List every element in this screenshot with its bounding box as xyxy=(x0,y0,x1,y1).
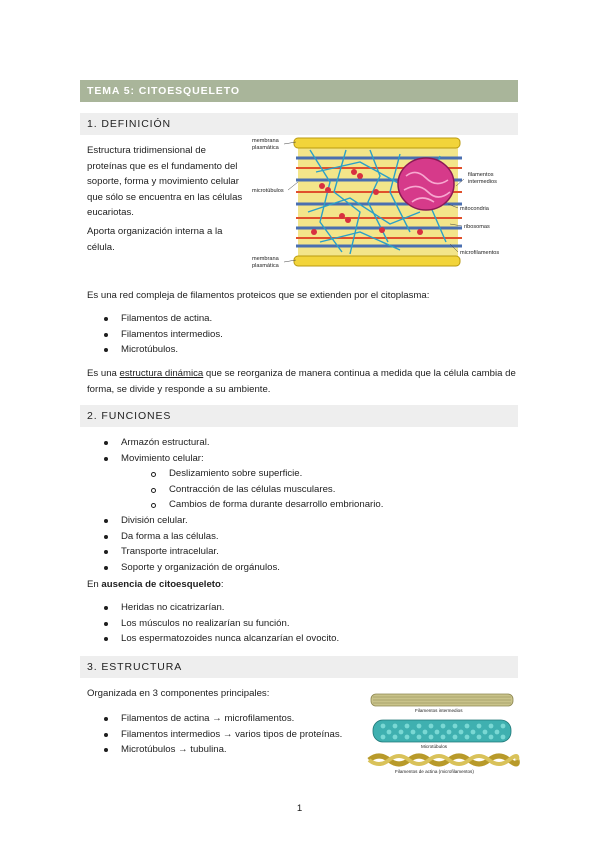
list-item: Transporte intracelular. xyxy=(87,544,517,560)
membrane-top-shape xyxy=(294,138,460,148)
membrane-bottom-shape xyxy=(294,256,460,266)
absence-list xyxy=(87,600,517,647)
section-heading-definicion: 1. DEFINICIÓN xyxy=(80,113,518,135)
dynamic-prefix: Es una xyxy=(87,368,120,379)
list-item: Filamentos intermedios. xyxy=(87,327,517,343)
label-membrana-bottom-2: plasmática xyxy=(252,263,279,269)
list-item: Los músculos no realizarían su función. xyxy=(87,616,517,632)
list-item: Los espermatozoides nunca alcanzarían el ovocito. xyxy=(87,631,517,647)
dynamic-suffix: que se reorganiza de manera continua a medida que la célula cambia de forma, se divide y responde a su ambiente. xyxy=(87,368,516,395)
network-list xyxy=(87,311,517,358)
microtubule-illustration xyxy=(373,720,511,742)
sub-list-item: Cambios de forma durante desarrollo embrionario. xyxy=(87,497,517,513)
list-item: Filamentos de actina → microfilamentos. xyxy=(87,711,357,727)
network-paragraph: Es una red compleja de filamentos proteicos que se extienden por el citoplasma: xyxy=(87,290,430,301)
absence-suffix: : xyxy=(220,579,224,590)
section-heading-funciones: 2. FUNCIONES xyxy=(80,405,518,427)
definition-paragraph: Estructura tridimensional de proteínas que es el fundamento del soporte, forma y movimiento celular que sólo se encuentra en las células eucariotas. xyxy=(87,145,243,218)
list-item: Microtúbulos → tubulina. xyxy=(87,742,357,758)
mitochondrion-shape xyxy=(398,158,454,210)
list-item: Heridas no cicatrizarían. xyxy=(87,600,517,616)
page-number: 1 xyxy=(296,803,303,814)
structure-intro: Organizada en 3 componentes principales: xyxy=(87,688,270,699)
dynamic-paragraph xyxy=(87,366,517,397)
functions-list xyxy=(87,435,517,575)
label-filamentos-2: intermedios xyxy=(468,179,497,185)
list-item: Movimiento celular: xyxy=(87,451,517,467)
absence-paragraph xyxy=(87,577,517,593)
label-mitocondria: mitocondria xyxy=(460,206,489,212)
list-item: Da forma a las células. xyxy=(87,529,517,545)
label-filamentos-intermedios: Filamentos intermedios xyxy=(415,708,463,713)
list-item: Soporte y organización de orgánulos. xyxy=(87,560,517,576)
label-microtubulos-figura: Microtúbulos xyxy=(421,744,448,749)
label-ribosomas: ribosomas xyxy=(464,224,490,230)
absence-bold: ausencia de citoesqueleto xyxy=(101,579,221,590)
list-item: División celular. xyxy=(87,513,517,529)
absence-prefix: En xyxy=(87,579,102,590)
label-membrana-top-1: membrana xyxy=(252,138,279,144)
cytoskeleton-diagram xyxy=(250,132,520,272)
label-microfilamentos: microfilamentos xyxy=(460,250,500,256)
list-item: Filamentos intermedios → varios tipos de proteínas. xyxy=(87,727,357,743)
organization-paragraph: Aporta organización interna a la célula. xyxy=(87,226,223,253)
list-item: Microtúbulos. xyxy=(87,342,517,358)
label-microtubulos: microtúbulos xyxy=(252,188,284,194)
intermediate-filament-illustration xyxy=(371,694,513,706)
page-title: TEMA 5: CITOESQUELETO xyxy=(80,80,518,102)
label-membrana-bottom-1: membrana xyxy=(252,256,279,262)
list-item: Filamentos de actina. xyxy=(87,311,517,327)
section-heading-estructura: 3. ESTRUCTURA xyxy=(80,656,518,678)
list-item: Armazón estructural. xyxy=(87,435,517,451)
filament-types-figure xyxy=(365,690,520,778)
sub-list-item: Contracción de las células musculares. xyxy=(87,482,517,498)
label-membrana-top-2: plasmática xyxy=(252,145,279,151)
label-filamentos-1: filamentos xyxy=(468,172,494,178)
sub-list-item: Deslizamiento sobre superficie. xyxy=(87,466,517,482)
actin-filament-illustration xyxy=(369,756,517,764)
dynamic-underlined: estructura dinámica xyxy=(119,368,204,379)
structure-list xyxy=(87,711,357,758)
label-filamentos-actina: Filamentos de actina (microfilamentos) xyxy=(395,769,474,774)
